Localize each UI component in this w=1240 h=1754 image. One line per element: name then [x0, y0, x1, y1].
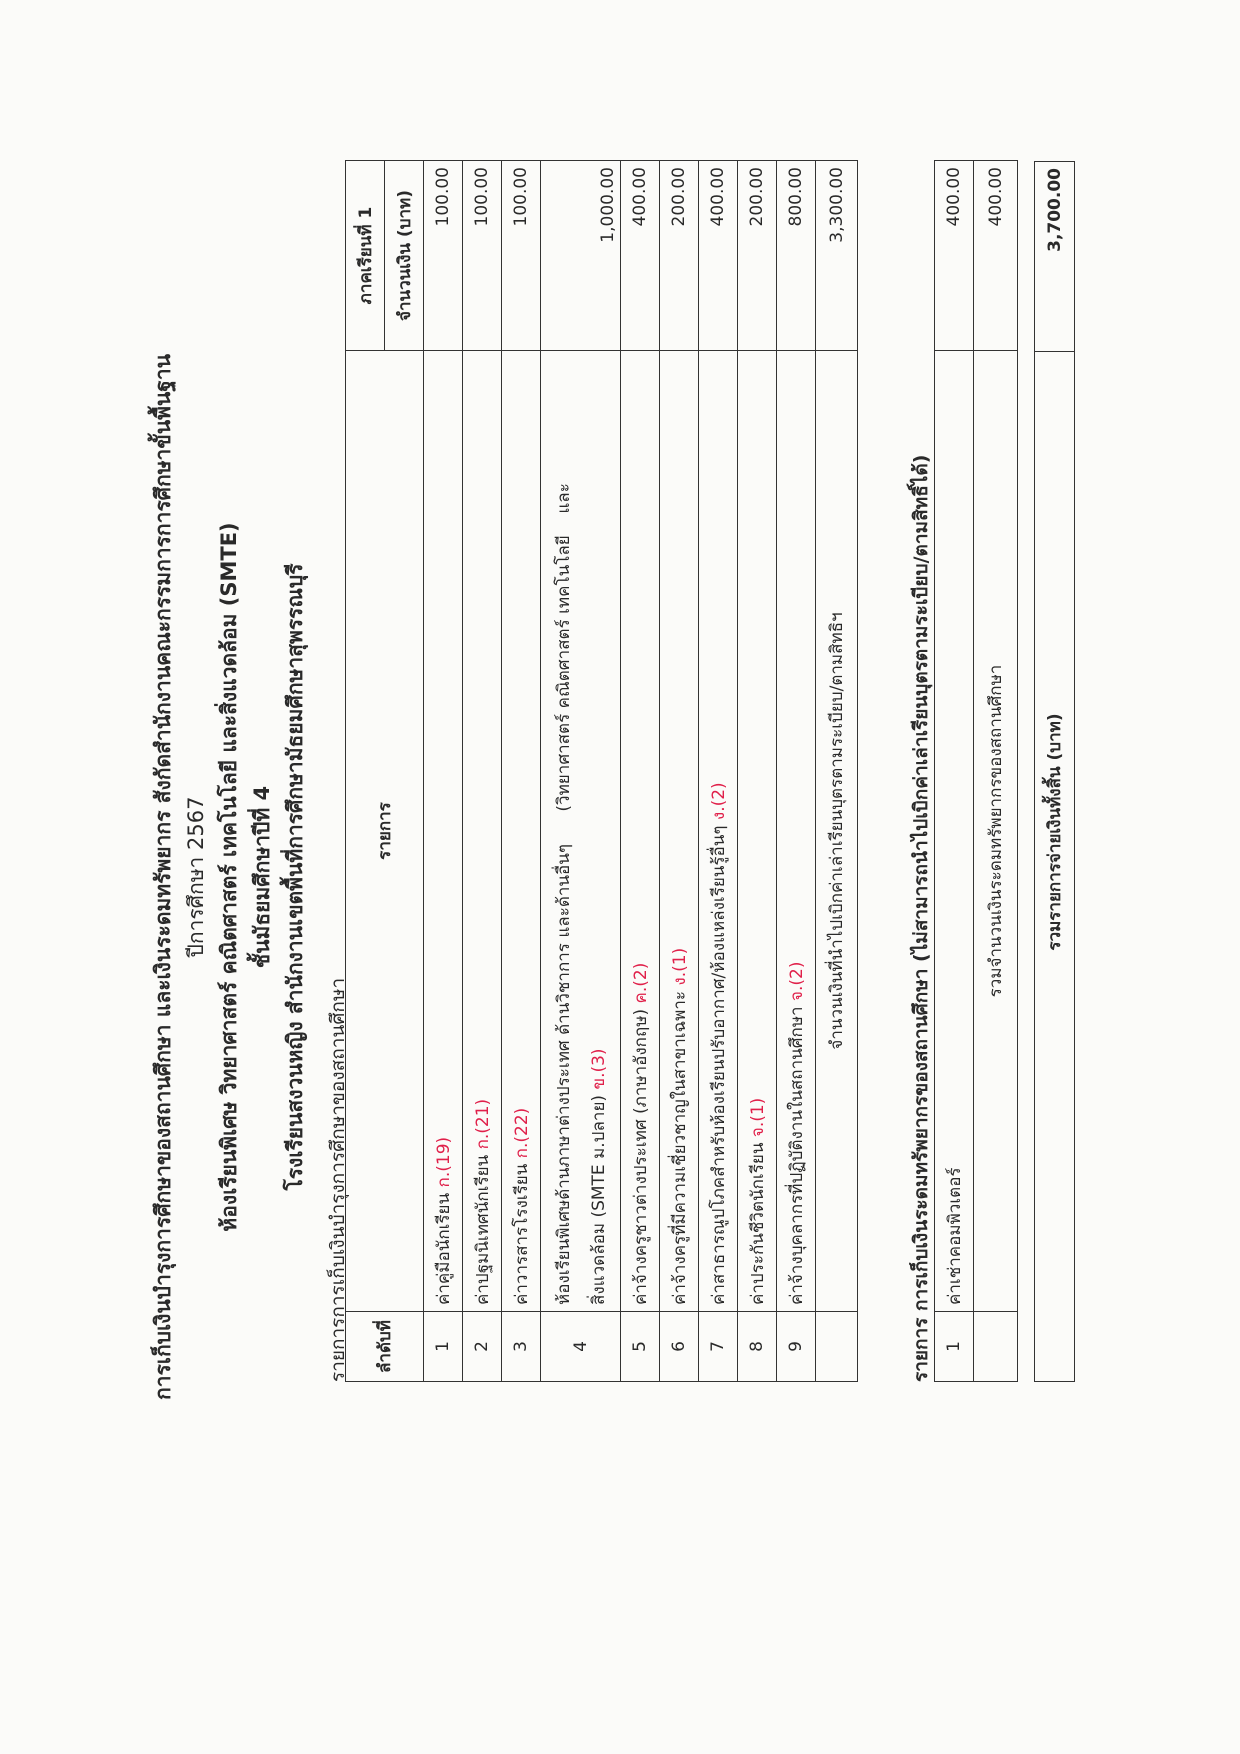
table-row — [463, 161, 502, 1382]
header-school: โรงเรียนสงวนหญิง สำนักงานเขตพื้นที่การศึกษามัธยมศึกษาสุพรรณบุรี — [283, 563, 307, 1191]
row-amount: 1,000.00 — [541, 161, 621, 351]
row-amount: 100.00 — [463, 161, 502, 351]
row-item-text: ค่าสาธารณูปโภคสำหรับห้องเรียนปรับอากาศ/ห้องแหล่งเรียนรู้อื่นๆ — [708, 825, 729, 1305]
section1-title: รายการการเก็บเงินบำรุงการศึกษาของสถานศึกษา — [327, 977, 349, 1382]
table-row — [935, 161, 974, 1382]
row-ref-code: จ.(2) — [786, 961, 807, 1001]
row-no: 9 — [777, 1312, 816, 1382]
row-item — [699, 351, 738, 1312]
row-item — [463, 351, 502, 1312]
total-row-empty-cell — [974, 1312, 1018, 1382]
table-row — [699, 161, 738, 1382]
row-no: 8 — [738, 1312, 777, 1382]
fee-table — [345, 160, 858, 1382]
row-item — [621, 351, 660, 1312]
total-row-empty-cell — [816, 1312, 858, 1382]
row-amount: 200.00 — [738, 161, 777, 351]
row-item-text: ค่าปฐมนิเทศนักเรียน — [472, 1154, 493, 1305]
row-item-text: ห้องเรียนพิเศษด้านภาษาต่างประเทศ ด้านวิชาการ และด้านอื่นๆ (วิทยาศาสตร์ คณิตศาสตร์ เทคโนโลยี และ — [553, 483, 574, 1305]
row-item — [738, 351, 777, 1312]
row-amount: 400.00 — [621, 161, 660, 351]
row-no: 6 — [660, 1312, 699, 1382]
row-ref-code: ก.(22) — [511, 1107, 532, 1159]
row-item-text: ค่าคู่มือนักเรียน — [433, 1192, 454, 1305]
table-row — [424, 161, 463, 1382]
row-amount: 100.00 — [424, 161, 463, 351]
total-label: จำนวนเงินที่นำไปเบิกค่าเล่าเรียนบุตรตามระเบียบ/ตามสิทธิฯ — [816, 351, 858, 1312]
grand-total-empty-cell — [1035, 1312, 1075, 1382]
grand-total-amount: 3,700.00 — [1035, 162, 1075, 352]
row-item — [541, 351, 621, 1312]
grand-total-row — [1035, 162, 1075, 1382]
row-item — [660, 351, 699, 1312]
row-no: 3 — [502, 1312, 541, 1382]
row-item — [424, 351, 463, 1312]
row-no: 1 — [935, 1312, 974, 1382]
header-program: ห้องเรียนพิเศษ วิทยาศาสตร์ คณิตศาสตร์ เทคโนโลยี และสิ่งแวดล้อม (SMTE) — [217, 522, 241, 1232]
row-amount: 100.00 — [502, 161, 541, 351]
table-row — [541, 161, 621, 1382]
row-amount: 400.00 — [699, 161, 738, 351]
header-academic-year: ปีการศึกษา 2567 — [184, 796, 208, 958]
col-term-header: ภาคเรียนที่ 1 — [346, 161, 385, 351]
row-no: 4 — [541, 1312, 621, 1382]
table-total-row — [816, 161, 858, 1382]
row-item — [502, 351, 541, 1312]
row-item-text: ค่าวารสารโรงเรียน — [511, 1163, 532, 1305]
row-ref-code: ง.(1) — [669, 947, 690, 986]
header-title: การเก็บเงินบำรุงการศึกษาของสถานศึกษา และเงินระดมทรัพยากร สังกัดสำนักงานคณะกรรมการการศึกษาขั้นพื้นฐาน — [151, 354, 175, 1401]
row-item — [777, 351, 816, 1312]
col-amount-header: จำนวนเงิน (บาท) — [385, 161, 424, 351]
row-ref-code: ข.(3) — [588, 1048, 609, 1090]
grand-total-label: รวมรายการจ่ายเงินทั้งสิ้น (บาท) — [1035, 352, 1075, 1313]
table-total-row — [974, 161, 1018, 1382]
row-no: 2 — [463, 1312, 502, 1382]
table-header-row — [346, 161, 385, 1382]
col-item-header: รายการ — [346, 351, 424, 1312]
row-no: 5 — [621, 1312, 660, 1382]
row-item-text: ค่าจ้างบุคลากรที่ปฏิบัติงานในสถานศึกษา — [786, 1006, 807, 1305]
grand-total-table — [1034, 161, 1075, 1382]
row-ref-code: ก.(19) — [433, 1136, 454, 1188]
row-ref-code: ก.(21) — [472, 1098, 493, 1150]
table-row — [621, 161, 660, 1382]
table-row — [502, 161, 541, 1382]
row-item-text: ค่าจ้างครูที่มีความเชี่ยวชาญในสาขาเฉพาะ — [669, 990, 690, 1305]
total-amount: 400.00 — [974, 161, 1018, 351]
header-grade: ชั้นมัธยมศึกษาปีที่ 4 — [250, 785, 274, 969]
section2-title: รายการ การเก็บเงินระดมทรัพยากรของสถานศึกษา (ไม่สามารถนำไปเบิกค่าเล่าเรียนบุตรตามระเบียบ/ตามสิทธิ์ได้) — [910, 454, 932, 1382]
row-item-text: ค่าจ้างครูชาวต่างประเทศ (ภาษาอังกฤษ) — [630, 1008, 651, 1305]
row-ref-code: ง.(2) — [708, 782, 729, 821]
row-ref-code: จ.(1) — [747, 1097, 768, 1138]
row-amount: 800.00 — [777, 161, 816, 351]
row-item-text: ค่าประกันชีวิตนักเรียน — [747, 1142, 768, 1305]
row-amount: 400.00 — [935, 161, 974, 351]
row-item-text-continued: สิ่งแวดล้อม (SMTE ม.ปลาย) — [588, 1094, 609, 1305]
table-row — [777, 161, 816, 1382]
row-ref-code: ค.(2) — [630, 962, 651, 1004]
resource-fee-table — [934, 160, 1018, 1382]
row-item: ค่าเช่าคอมพิวเตอร์ — [935, 351, 974, 1312]
total-amount: 3,300.00 — [816, 161, 858, 351]
row-no: 1 — [424, 1312, 463, 1382]
col-no-header: ลำดับที่ — [346, 1312, 424, 1382]
row-amount: 200.00 — [660, 161, 699, 351]
table-row — [738, 161, 777, 1382]
row-no: 7 — [699, 1312, 738, 1382]
total-label: รวมจำนวนเงินระดมทรัพยากรของสถานศึกษา — [974, 351, 1018, 1312]
table-row — [660, 161, 699, 1382]
